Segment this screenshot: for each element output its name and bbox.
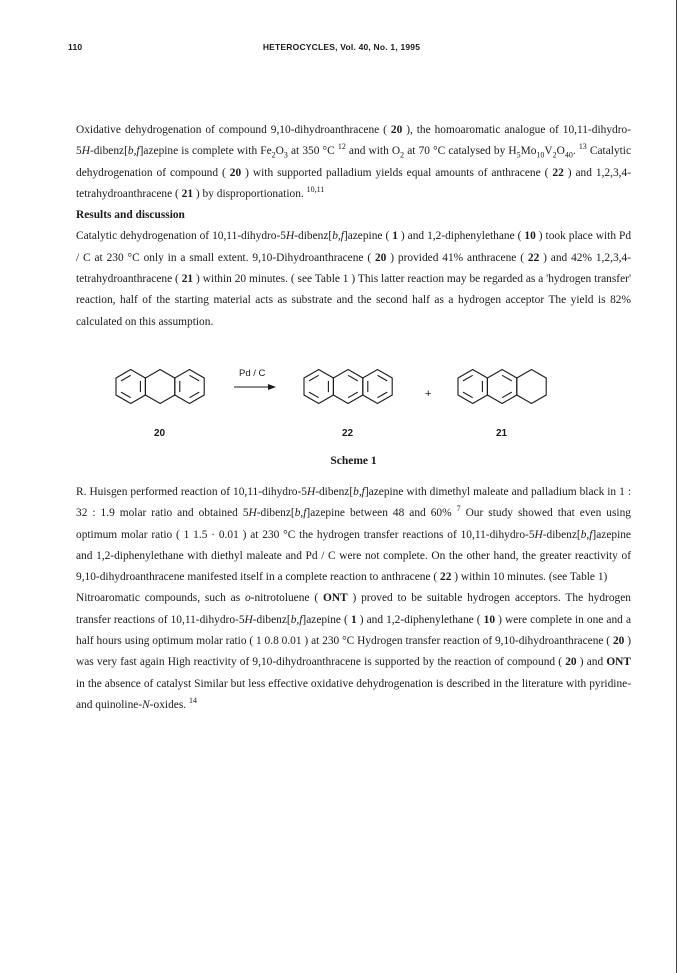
compound-label-22: 22 bbox=[342, 427, 354, 439]
section-heading-results: Results and discussion bbox=[76, 209, 185, 222]
paragraph-nitroaromatic: Nitroaromatic compounds, such as o-nitrotoluene ( ONT ) proved to be suitable hydrogen acceptors. The hydrogen transfer reactions of 10,11-dihydro-5H-dibenz[b,f]azepine ( 1 ) and 1,2-diphenylethane ( 10 ) were complete in one and a half hours using optimum molar ratio ( 1 0.8 0.01 ) at 230 °C Hydrogen transfer reaction of 9,10-dihydroanthracene ( 20 ) was very fast again High reactivity of 9,10-dihydroanthracene is supported by the reaction of compound ( 20 ) and ONT in the absence of catalyst Similar but less effective oxidative dehydrogenation is described in the literature with pyridine- and quinoline-N-oxides. $^{14}$ bbox=[76, 592, 631, 711]
paragraph-huisgen: R. Huisgen performed reaction of 10,11-dihydro-5H-dibenz[b,f]azepine with dimethyl maleate and palladium black in 1 : 32 : 1.9 molar ratio and obtained 5H-dibenz[b,f]azepine between 48 and 60% $^7$ Our study showed that even using optimum molar ratio ( 1 1.5 · 0.01 ) at 230 °C the hydrogen transfer reactions of 10,11-dihydro-5H-dibenz[b,f]azepine and 1,2-diphenylethane with diethyl maleate and Pd / C were not complete. On the other hand, the greater reactivity of 9,10-dihydroanthracene manifested itself in a complete reaction to anthracene ( 22 ) within 10 minutes. (see Table 1) bbox=[76, 485, 631, 584]
article-body bbox=[76, 120, 631, 716]
anthracene-structure bbox=[304, 369, 392, 403]
paragraph-oxidative-dehydrogenation: Oxidative dehydrogenation of compound 9,10-dihydroanthracene ( 20 ), the homoaromatic analogue of 10,11-dihydro-5H-dibenz[b,f]azepine is complete with $Fe_2O_3$ at 350 °C $^{12}$ and with $O_2$ at 70 °C catalysed by $H_5Mo_{10}V_2O_{40}$. $^{13}$ Catalytic dehydrogenation of compound ( 20 ) with supported palladium yields equal amounts of anthracene ( 22 ) and 1,2,3,4-tetrahydroanthracene ( 21 ) by disproportionation. $^{10,11}$ bbox=[76, 124, 632, 200]
compound-label-21: 21 bbox=[496, 427, 508, 439]
plus-sign: + bbox=[425, 387, 432, 400]
reagent-label: Pd / C bbox=[239, 367, 266, 379]
running-head bbox=[0, 42, 683, 56]
dihydroanthracene-structure bbox=[116, 369, 204, 403]
tetrahydroanthracene-structure bbox=[458, 369, 546, 403]
page-edge-line bbox=[676, 0, 677, 973]
page-number: 110 bbox=[68, 42, 83, 52]
compound-label-20: 20 bbox=[154, 427, 166, 439]
scheme-title: Scheme 1 bbox=[330, 454, 377, 467]
reaction-scheme bbox=[76, 347, 631, 482]
paragraph-catalytic-dehydrogenation: Catalytic dehydrogenation of 10,11-dihydro-5H-dibenz[b,f]azepine ( 1 ) and 1,2-diphenylethane ( 10 ) took place with Pd / C at 230 °C only in a small extent. 9,10-Dihydroanthracene ( 20 ) provided 41% anthracene ( 22 ) and 42% 1,2,3,4-tetrahydroanthracene ( 21 ) within 20 minutes. ( see Table 1 ) This latter reaction may be regarded as a 'hydrogen transfer' reaction, half of the starting material acts as substrate and the second half as a hydrogen acceptor The yield is 82% calculated on this assumption. bbox=[76, 230, 632, 328]
journal-citation: HETEROCYCLES, Vol. 40, No. 1, 1995 bbox=[262, 42, 421, 52]
